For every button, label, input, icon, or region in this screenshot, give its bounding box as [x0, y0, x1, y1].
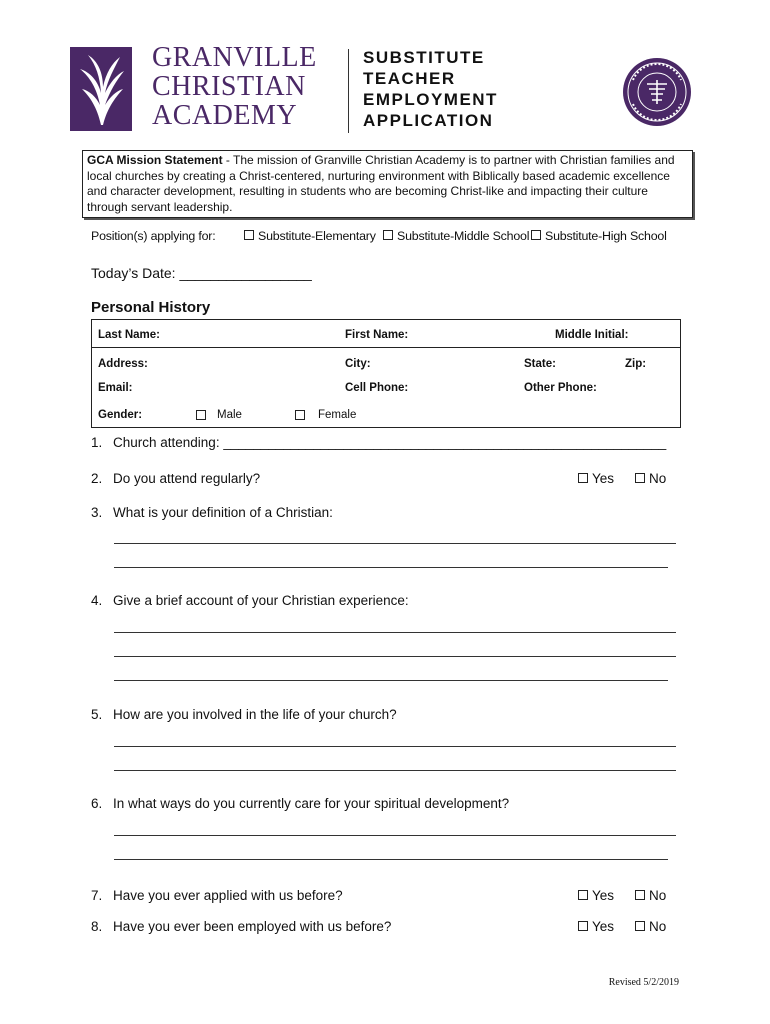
- answer-line[interactable]: [114, 770, 676, 771]
- male-label: Male: [217, 409, 242, 421]
- checkbox-high-school[interactable]: [531, 230, 541, 240]
- question-1-text: Church attending: ___________________________________________________________: [113, 435, 667, 450]
- q2-yes-option[interactable]: Yes: [578, 471, 614, 486]
- q8-no-checkbox[interactable]: [635, 921, 645, 931]
- answer-line[interactable]: [114, 835, 676, 836]
- mission-statement-box: [82, 150, 693, 218]
- answer-line[interactable]: [114, 746, 676, 747]
- gender-label: Gender:: [98, 409, 143, 421]
- question-4-text: Give a brief account of your Christian experience:: [113, 593, 409, 608]
- position-high-school[interactable]: Substitute-High School: [531, 229, 667, 243]
- q7-yes-checkbox[interactable]: [578, 890, 588, 900]
- mission-label: GCA Mission Statement: [87, 153, 223, 167]
- header-divider: [348, 49, 349, 133]
- document-title: [363, 47, 498, 131]
- q2-no-option[interactable]: No: [635, 471, 666, 486]
- position-elementary[interactable]: Substitute-Elementary: [244, 229, 376, 243]
- question-7: 7. Have you ever applied with us before?: [91, 888, 343, 903]
- question-8-text: Have you ever been employed with us before?: [113, 919, 392, 934]
- title-line-3: EMPLOYMENT: [363, 90, 498, 109]
- table-divider: [92, 347, 680, 348]
- question-5-text: How are you involved in the life of your church?: [113, 707, 397, 722]
- academy-seal-icon: [621, 50, 693, 134]
- q8-yes-option[interactable]: Yes: [578, 919, 614, 934]
- checkbox-middle-school[interactable]: [383, 230, 393, 240]
- first-name-field[interactable]: First Name:: [345, 329, 409, 341]
- question-8: 8. Have you ever been employed with us before?: [91, 919, 392, 934]
- logo-line-3: ACADEMY: [152, 100, 298, 131]
- positions-row: [91, 229, 671, 245]
- question-6: 6. In what ways do you currently care for your spiritual development?: [91, 796, 510, 811]
- other-phone-field[interactable]: Other Phone:: [524, 382, 597, 394]
- q7-yes-option[interactable]: Yes: [578, 888, 614, 903]
- checkbox-elementary[interactable]: [244, 230, 254, 240]
- question-3-text: What is your definition of a Christian:: [113, 505, 333, 520]
- zip-field[interactable]: Zip:: [625, 358, 647, 370]
- question-2-text: Do you attend regularly?: [113, 471, 261, 486]
- positions-label: Position(s) applying for:: [91, 229, 216, 243]
- question-2: 2. Do you attend regularly?: [91, 471, 261, 486]
- position-middle-school[interactable]: Substitute-Middle School: [383, 229, 529, 243]
- answer-line[interactable]: [114, 543, 676, 544]
- checkbox-male[interactable]: [196, 410, 206, 420]
- question-1: 1. Church attending: ___________________________________________________________: [91, 435, 667, 450]
- title-line-4: APPLICATION: [363, 111, 494, 130]
- state-field[interactable]: State:: [524, 358, 556, 370]
- city-field[interactable]: City:: [345, 358, 371, 370]
- address-field[interactable]: Address:: [98, 358, 148, 370]
- female-label: Female: [318, 409, 357, 421]
- personal-history-title: Personal History: [91, 299, 211, 316]
- revision-date: Revised 5/2/2019: [608, 977, 679, 988]
- title-line-2: TEACHER: [363, 69, 456, 88]
- answer-line[interactable]: [114, 656, 676, 657]
- q8-no-option[interactable]: No: [635, 919, 666, 934]
- logo-line-2: CHRISTIAN: [152, 71, 306, 102]
- answer-line[interactable]: [114, 680, 668, 681]
- todays-date-field[interactable]: Today’s Date: _________________: [91, 265, 312, 281]
- middle-initial-field[interactable]: Middle Initial:: [555, 329, 629, 341]
- title-line-1: SUBSTITUTE: [363, 48, 485, 67]
- academy-logo-mark-icon: [70, 47, 132, 131]
- q8-yes-checkbox[interactable]: [578, 921, 588, 931]
- answer-line[interactable]: [114, 567, 668, 568]
- question-3: 3. What is your definition of a Christian:: [91, 505, 333, 520]
- personal-history-table: [91, 319, 681, 428]
- question-6-text: In what ways do you currently care for your spiritual development?: [113, 796, 510, 811]
- question-5: 5. How are you involved in the life of your church?: [91, 707, 397, 722]
- mission-text: - The mission of Granville Christian Academy is to partner with Christian families and local churches by creating a Christ-centered, nurturing environment with Biblically based academic excellence and character development, resulting in students who are becoming Christ-like and impacting their culture through servant leadership.: [87, 153, 675, 214]
- cell-phone-field[interactable]: Cell Phone:: [345, 382, 409, 394]
- last-name-field[interactable]: Last Name:: [98, 329, 160, 341]
- academy-logo-text: [152, 44, 317, 131]
- q7-no-checkbox[interactable]: [635, 890, 645, 900]
- checkbox-female[interactable]: [295, 410, 305, 420]
- question-7-text: Have you ever applied with us before?: [113, 888, 343, 903]
- q2-yes-checkbox[interactable]: [578, 473, 588, 483]
- question-4: 4. Give a brief account of your Christian experience:: [91, 593, 409, 608]
- answer-line[interactable]: [114, 632, 676, 633]
- logo-line-1: GRANVILLE: [152, 42, 317, 73]
- answer-line[interactable]: [114, 859, 668, 860]
- q7-no-option[interactable]: No: [635, 888, 666, 903]
- q2-no-checkbox[interactable]: [635, 473, 645, 483]
- email-field[interactable]: Email:: [98, 382, 133, 394]
